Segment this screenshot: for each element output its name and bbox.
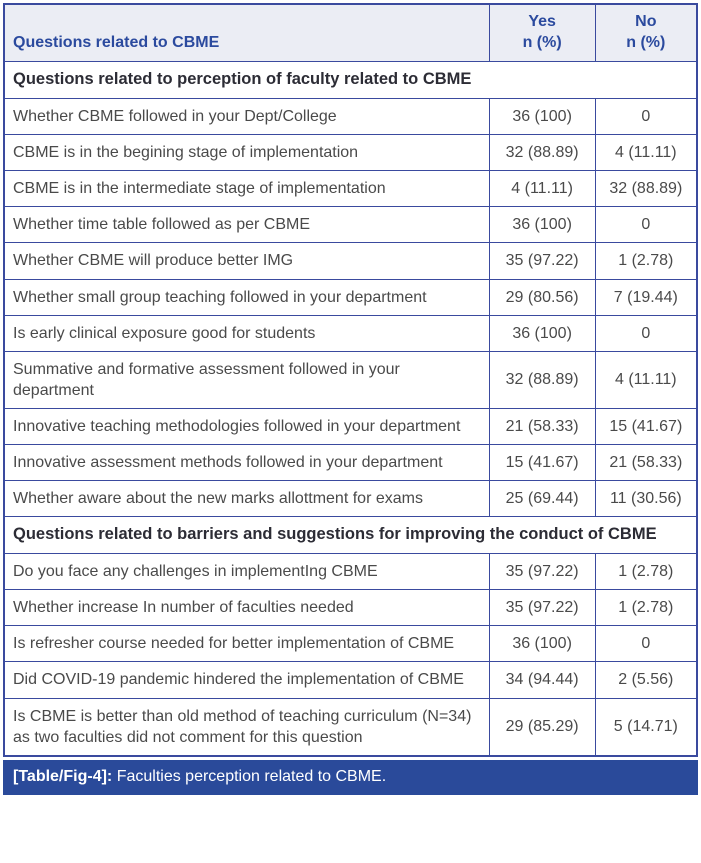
yes-cell: 35 (97.22)	[489, 590, 595, 626]
no-cell: 2 (5.56)	[595, 662, 697, 698]
table-row	[4, 408, 697, 444]
question-cell: Is refresher course needed for better implementation of CBME	[4, 626, 489, 662]
question-cell: Is early clinical exposure good for students	[4, 315, 489, 351]
section-title-barriers: Questions related to barriers and suggestions for improving the conduct of CBME	[4, 517, 697, 554]
yes-cell: 15 (41.67)	[489, 445, 595, 481]
question-cell: Whether increase In number of faculties needed	[4, 590, 489, 626]
no-cell: 7 (19.44)	[595, 279, 697, 315]
yes-cell: 36 (100)	[489, 98, 595, 134]
table-header	[4, 4, 697, 62]
yes-cell: 36 (100)	[489, 207, 595, 243]
table-row	[4, 351, 697, 408]
question-cell: Whether CBME will produce better IMG	[4, 243, 489, 279]
no-cell: 5 (14.71)	[595, 698, 697, 756]
header-yes-sublabel: n (%)	[522, 34, 562, 52]
question-cell: Summative and formative assessment followed in your department	[4, 351, 489, 408]
no-cell: 4 (11.11)	[595, 135, 697, 171]
no-cell: 32 (88.89)	[595, 171, 697, 207]
no-cell: 1 (2.78)	[595, 554, 697, 590]
no-cell: 4 (11.11)	[595, 351, 697, 408]
yes-cell: 29 (80.56)	[489, 279, 595, 315]
question-cell: Is CBME is better than old method of teaching curriculum (N=34) as two faculties did not comment for this question	[4, 698, 489, 756]
yes-cell: 25 (69.44)	[489, 481, 595, 517]
table-row	[4, 315, 697, 351]
header-no-sublabel: n (%)	[626, 34, 666, 52]
no-cell: 11 (30.56)	[595, 481, 697, 517]
table-row	[4, 171, 697, 207]
question-cell: Whether time table followed as per CBME	[4, 207, 489, 243]
question-cell: Innovative teaching methodologies followed in your department	[4, 408, 489, 444]
question-cell: Innovative assessment methods followed in your department	[4, 445, 489, 481]
question-cell: CBME is in the begining stage of implementation	[4, 135, 489, 171]
question-cell: CBME is in the intermediate stage of implementation	[4, 171, 489, 207]
table-row	[4, 481, 697, 517]
yes-cell: 32 (88.89)	[489, 135, 595, 171]
yes-cell: 4 (11.11)	[489, 171, 595, 207]
header-no	[595, 4, 697, 62]
table-row	[4, 554, 697, 590]
table-row	[4, 662, 697, 698]
table-body	[4, 62, 697, 756]
table-row	[4, 590, 697, 626]
question-cell: Whether small group teaching followed in your department	[4, 279, 489, 315]
yes-cell: 21 (58.33)	[489, 408, 595, 444]
question-cell: Whether aware about the new marks allottment for exams	[4, 481, 489, 517]
section-title-perception: Questions related to perception of faculty related to CBME	[4, 62, 697, 99]
table-row	[4, 445, 697, 481]
section-header-row	[4, 62, 697, 99]
yes-cell: 35 (97.22)	[489, 554, 595, 590]
table-row	[4, 135, 697, 171]
no-cell: 0	[595, 207, 697, 243]
yes-cell: 36 (100)	[489, 315, 595, 351]
table-row	[4, 698, 697, 756]
table-caption	[3, 760, 698, 795]
no-cell: 21 (58.33)	[595, 445, 697, 481]
no-cell: 0	[595, 98, 697, 134]
yes-cell: 29 (85.29)	[489, 698, 595, 756]
no-cell: 0	[595, 315, 697, 351]
header-question: Questions related to CBME	[4, 4, 489, 62]
table-row	[4, 207, 697, 243]
section-header-row	[4, 517, 697, 554]
yes-cell: 32 (88.89)	[489, 351, 595, 408]
table-row	[4, 98, 697, 134]
no-cell: 1 (2.78)	[595, 243, 697, 279]
yes-cell: 36 (100)	[489, 626, 595, 662]
yes-cell: 34 (94.44)	[489, 662, 595, 698]
table-row	[4, 243, 697, 279]
question-cell: Whether CBME followed in your Dept/College	[4, 98, 489, 134]
no-cell: 15 (41.67)	[595, 408, 697, 444]
header-no-label: No	[635, 13, 657, 30]
no-cell: 0	[595, 626, 697, 662]
question-cell: Did COVID-19 pandemic hindered the implementation of CBME	[4, 662, 489, 698]
caption-text: Faculties perception related to CBME.	[116, 767, 387, 785]
table-row	[4, 626, 697, 662]
question-cell: Do you face any challenges in implementIng CBME	[4, 554, 489, 590]
no-cell: 1 (2.78)	[595, 590, 697, 626]
header-yes	[489, 4, 595, 62]
header-row	[4, 4, 697, 62]
yes-cell: 35 (97.22)	[489, 243, 595, 279]
cbme-table	[3, 3, 698, 757]
header-yes-label: Yes	[528, 13, 556, 30]
table-row	[4, 279, 697, 315]
caption-label: [Table/Fig-4]:	[13, 767, 113, 785]
